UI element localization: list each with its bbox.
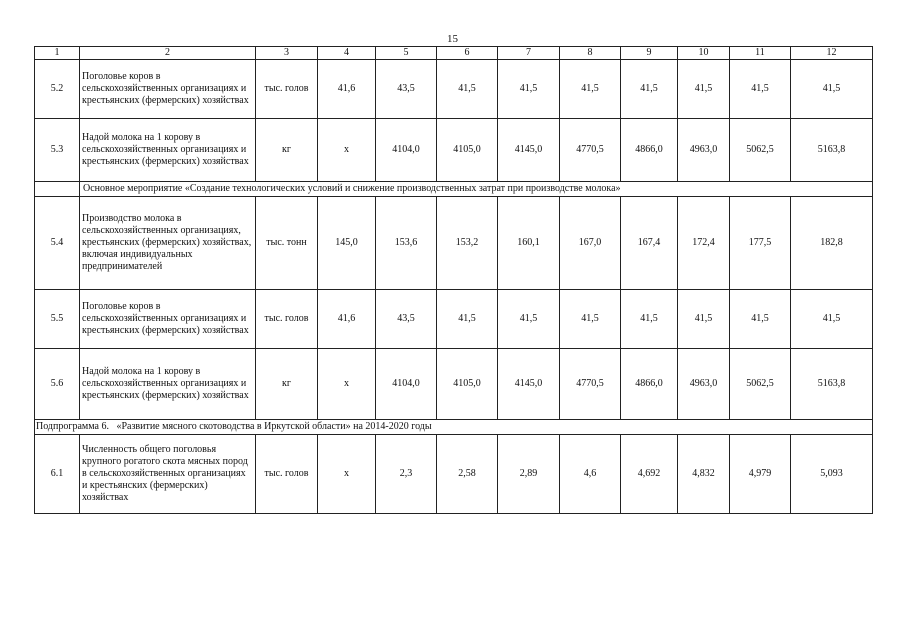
- value-cell: 160,1: [498, 197, 560, 290]
- value-cell: 4,979: [730, 435, 791, 514]
- indicator-name: Поголовье коров в сельскохозяйственных организациях и крестьянских (фермерских) хозяйствах: [80, 290, 256, 349]
- indicators-table: [34, 46, 873, 514]
- unit-cell: тыс. голов: [256, 435, 318, 514]
- value-cell: 41,5: [560, 290, 621, 349]
- value-cell: 4105,0: [437, 119, 498, 182]
- indicator-name: Численность общего поголовья крупного рогатого скота мясных пород в сельскохозяйственных организациях и крестьянских (фермерских) хозяйствах: [80, 435, 256, 514]
- value-cell: х: [318, 349, 376, 420]
- value-cell: 4104,0: [376, 349, 437, 420]
- value-cell: 41,5: [498, 290, 560, 349]
- value-cell: 4,832: [678, 435, 730, 514]
- column-header: 12: [791, 47, 873, 60]
- table-row: [35, 197, 873, 290]
- value-cell: 177,5: [730, 197, 791, 290]
- unit-cell: кг: [256, 119, 318, 182]
- value-cell: 41,5: [678, 290, 730, 349]
- table-body: [35, 47, 873, 514]
- table-row: [35, 290, 873, 349]
- value-cell: 4,692: [621, 435, 678, 514]
- column-header: 3: [256, 47, 318, 60]
- column-header: 1: [35, 47, 80, 60]
- value-cell: 5163,8: [791, 349, 873, 420]
- value-cell: х: [318, 435, 376, 514]
- row-number: 5.2: [35, 60, 80, 119]
- section-row: [35, 182, 873, 197]
- value-cell: 41,5: [498, 60, 560, 119]
- value-cell: 172,4: [678, 197, 730, 290]
- value-cell: 5062,5: [730, 349, 791, 420]
- value-cell: 4963,0: [678, 349, 730, 420]
- table-row: [35, 119, 873, 182]
- column-header: 10: [678, 47, 730, 60]
- value-cell: 153,6: [376, 197, 437, 290]
- column-header: 4: [318, 47, 376, 60]
- section-title: Основное мероприятие «Создание технологических условий и снижение производственных затрат при производстве молока»: [80, 182, 873, 197]
- column-header: 2: [80, 47, 256, 60]
- table-row: [35, 60, 873, 119]
- column-header: 7: [498, 47, 560, 60]
- unit-cell: тыс. голов: [256, 60, 318, 119]
- value-cell: 43,5: [376, 290, 437, 349]
- column-header: 11: [730, 47, 791, 60]
- row-number: 5.6: [35, 349, 80, 420]
- value-cell: 4145,0: [498, 119, 560, 182]
- subprogram-title: Подпрограмма 6. «Развитие мясного скотоводства в Иркутской области» на 2014-2020 годы: [35, 420, 873, 435]
- unit-cell: кг: [256, 349, 318, 420]
- value-cell: 41,5: [621, 290, 678, 349]
- value-cell: 2,89: [498, 435, 560, 514]
- subprogram-row: [35, 420, 873, 435]
- value-cell: 41,5: [730, 290, 791, 349]
- value-cell: 182,8: [791, 197, 873, 290]
- indicator-name: Надой молока на 1 корову в сельскохозяйственных организациях и крестьянских (фермерских) хозяйствах: [80, 119, 256, 182]
- row-number: 5.5: [35, 290, 80, 349]
- indicator-name: Производство молока в сельскохозяйственных организациях, крестьянских (фермерских) хозяйствах, включая индивидуальных предпринимателей: [80, 197, 256, 290]
- value-cell: 5062,5: [730, 119, 791, 182]
- unit-cell: тыс. тонн: [256, 197, 318, 290]
- value-cell: 145,0: [318, 197, 376, 290]
- value-cell: 4866,0: [621, 349, 678, 420]
- value-cell: 4104,0: [376, 119, 437, 182]
- value-cell: 4770,5: [560, 119, 621, 182]
- value-cell: 5,093: [791, 435, 873, 514]
- column-header: 8: [560, 47, 621, 60]
- value-cell: 4,6: [560, 435, 621, 514]
- value-cell: 2,58: [437, 435, 498, 514]
- table-row: [35, 349, 873, 420]
- value-cell: 4770,5: [560, 349, 621, 420]
- column-number-row: [35, 47, 873, 60]
- value-cell: 41,5: [791, 290, 873, 349]
- value-cell: 41,5: [437, 60, 498, 119]
- value-cell: 41,5: [730, 60, 791, 119]
- column-header: 9: [621, 47, 678, 60]
- value-cell: 5163,8: [791, 119, 873, 182]
- value-cell: 41,5: [560, 60, 621, 119]
- value-cell: 41,6: [318, 290, 376, 349]
- column-header: 5: [376, 47, 437, 60]
- value-cell: 167,0: [560, 197, 621, 290]
- value-cell: х: [318, 119, 376, 182]
- value-cell: 167,4: [621, 197, 678, 290]
- row-number: 5.3: [35, 119, 80, 182]
- page-number: 15: [447, 33, 458, 45]
- value-cell: 4963,0: [678, 119, 730, 182]
- value-cell: 41,5: [621, 60, 678, 119]
- value-cell: 43,5: [376, 60, 437, 119]
- value-cell: 153,2: [437, 197, 498, 290]
- value-cell: 4866,0: [621, 119, 678, 182]
- row-number: 6.1: [35, 435, 80, 514]
- indicator-name: Поголовье коров в сельскохозяйственных организациях и крестьянских (фермерских) хозяйствах: [80, 60, 256, 119]
- column-header: 6: [437, 47, 498, 60]
- row-number: 5.4: [35, 197, 80, 290]
- value-cell: 41,5: [678, 60, 730, 119]
- value-cell: 2,3: [376, 435, 437, 514]
- value-cell: 41,5: [437, 290, 498, 349]
- value-cell: 4145,0: [498, 349, 560, 420]
- value-cell: 41,5: [791, 60, 873, 119]
- value-cell: 4105,0: [437, 349, 498, 420]
- value-cell: 41,6: [318, 60, 376, 119]
- table-row: [35, 435, 873, 514]
- unit-cell: тыс. голов: [256, 290, 318, 349]
- empty-cell: [35, 182, 80, 197]
- indicator-name: Надой молока на 1 корову в сельскохозяйственных организациях и крестьянских (фермерских) хозяйствах: [80, 349, 256, 420]
